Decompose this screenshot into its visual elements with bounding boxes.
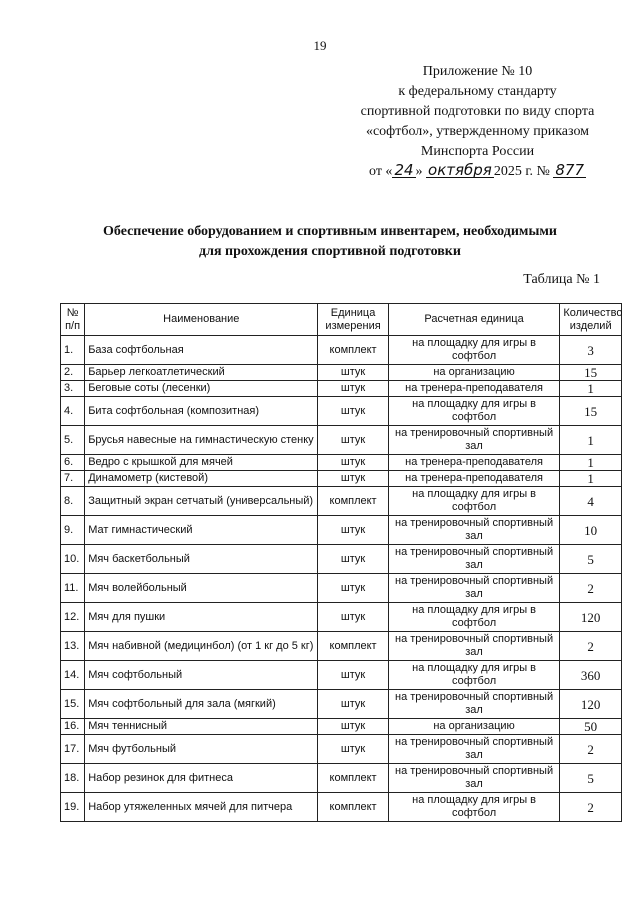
row-unit: штук <box>318 603 388 632</box>
row-number: 13. <box>61 632 85 661</box>
table-row <box>61 603 622 632</box>
row-calc-unit: на тренировочный спортивный зал <box>388 574 560 603</box>
title-line: Обеспечение оборудованием и спортивным инвентарем, необходимыми <box>103 224 557 239</box>
row-name: База софтбольная <box>85 336 318 365</box>
row-calc-unit: на тренировочный спортивный зал <box>388 516 560 545</box>
row-unit: штук <box>318 365 388 381</box>
table-row <box>61 719 622 735</box>
row-quantity: 1 <box>560 381 622 397</box>
row-quantity: 15 <box>560 397 622 426</box>
table-header-row <box>61 304 622 336</box>
row-number: 12. <box>61 603 85 632</box>
row-calc-unit: на площадку для игры в софтбол <box>388 336 560 365</box>
table-row <box>61 381 622 397</box>
row-calc-unit: на организацию <box>388 365 560 381</box>
row-number: 6. <box>61 455 85 471</box>
row-name: Мяч софтбольный <box>85 661 318 690</box>
table-row <box>61 735 622 764</box>
order-number-handwritten: 877 <box>555 161 584 179</box>
row-quantity: 2 <box>560 574 622 603</box>
row-calc-unit: на тренера-преподавателя <box>388 471 560 487</box>
row-calc-unit: на тренировочный спортивный зал <box>388 545 560 574</box>
row-quantity: 1 <box>560 455 622 471</box>
row-calc-unit: на тренировочный спортивный зал <box>388 690 560 719</box>
row-unit: комплект <box>318 487 388 516</box>
table-row <box>61 487 622 516</box>
date-year: 2025 г. № <box>493 164 550 179</box>
row-number: 2. <box>61 365 85 381</box>
appendix-line: к федеральному стандарту <box>398 84 557 99</box>
row-quantity: 4 <box>560 487 622 516</box>
header-qty: Количество изделий <box>560 304 622 336</box>
row-quantity: 360 <box>560 661 622 690</box>
row-calc-unit: на тренировочный спортивный зал <box>388 426 560 455</box>
date-prefix: от « <box>369 164 393 179</box>
row-quantity: 50 <box>560 719 622 735</box>
row-name: Мяч набивной (медицинбол) (от 1 кг до 5 кг) <box>85 632 318 661</box>
row-name: Набор резинок для фитнеса <box>85 764 318 793</box>
row-unit: штук <box>318 690 388 719</box>
appendix-line: спортивной подготовки по виду спорта <box>360 104 595 119</box>
row-quantity: 2 <box>560 735 622 764</box>
row-unit: штук <box>318 426 388 455</box>
row-unit: штук <box>318 455 388 471</box>
appendix-line: «софтбол», утвержденному приказом <box>365 124 590 139</box>
row-name: Мяч волейбольный <box>85 574 318 603</box>
row-calc-unit: на площадку для игры в софтбол <box>388 793 560 822</box>
row-number: 19. <box>61 793 85 822</box>
date-mid: » <box>415 164 423 179</box>
row-number: 4. <box>61 397 85 426</box>
row-number: 18. <box>61 764 85 793</box>
appendix-block <box>340 62 615 182</box>
header-num: № п/п <box>61 304 85 336</box>
date-month-handwritten: октября <box>428 161 492 179</box>
table-row <box>61 397 622 426</box>
row-name: Брусья навесные на гимнастическую стенку <box>85 426 318 455</box>
row-number: 7. <box>61 471 85 487</box>
row-unit: штук <box>318 471 388 487</box>
table-row <box>61 365 622 381</box>
row-calc-unit: на площадку для игры в софтбол <box>388 603 560 632</box>
row-calc-unit: на тренера-преподавателя <box>388 381 560 397</box>
table-row <box>61 574 622 603</box>
order-date-line <box>340 162 615 182</box>
row-unit: штук <box>318 516 388 545</box>
row-name: Ведро с крышкой для мячей <box>85 455 318 471</box>
page-number: 19 <box>313 38 327 53</box>
row-name: Динамометр (кистевой) <box>85 471 318 487</box>
row-calc-unit: на тренировочный спортивный зал <box>388 632 560 661</box>
row-number: 5. <box>61 426 85 455</box>
row-number: 3. <box>61 381 85 397</box>
row-calc-unit: на тренировочный спортивный зал <box>388 735 560 764</box>
header-name: Наименование <box>85 304 318 336</box>
row-unit: штук <box>318 545 388 574</box>
row-unit: штук <box>318 574 388 603</box>
document-title <box>60 222 600 262</box>
row-number: 8. <box>61 487 85 516</box>
row-name: Беговые соты (лесенки) <box>85 381 318 397</box>
row-name: Набор утяжеленных мячей для питчера <box>85 793 318 822</box>
title-line: для прохождения спортивной подготовки <box>199 244 461 259</box>
row-name: Мяч для пушки <box>85 603 318 632</box>
row-unit: комплект <box>318 793 388 822</box>
appendix-line: Минспорта России <box>420 144 535 159</box>
table-row <box>61 471 622 487</box>
table-row <box>61 455 622 471</box>
row-name: Мяч теннисный <box>85 719 318 735</box>
row-unit: штук <box>318 397 388 426</box>
row-quantity: 5 <box>560 545 622 574</box>
row-unit: штук <box>318 381 388 397</box>
row-name: Мат гимнастический <box>85 516 318 545</box>
table-row <box>61 764 622 793</box>
row-quantity: 1 <box>560 471 622 487</box>
row-quantity: 120 <box>560 690 622 719</box>
row-number: 10. <box>61 545 85 574</box>
table-row <box>61 690 622 719</box>
row-quantity: 2 <box>560 793 622 822</box>
table-row <box>61 793 622 822</box>
row-calc-unit: на площадку для игры в софтбол <box>388 661 560 690</box>
row-unit: штук <box>318 661 388 690</box>
table-row <box>61 545 622 574</box>
row-calc-unit: на площадку для игры в софтбол <box>388 487 560 516</box>
row-name: Мяч футбольный <box>85 735 318 764</box>
table-row <box>61 661 622 690</box>
row-name: Мяч софтбольный для зала (мягкий) <box>85 690 318 719</box>
row-number: 1. <box>61 336 85 365</box>
row-number: 16. <box>61 719 85 735</box>
row-unit: штук <box>318 735 388 764</box>
row-number: 14. <box>61 661 85 690</box>
table-row <box>61 632 622 661</box>
row-calc-unit: на организацию <box>388 719 560 735</box>
row-calc-unit: на тренера-преподавателя <box>388 455 560 471</box>
table-row <box>61 336 622 365</box>
row-name: Мяч баскетбольный <box>85 545 318 574</box>
row-name: Бита софтбольная (композитная) <box>85 397 318 426</box>
row-quantity: 5 <box>560 764 622 793</box>
row-name: Защитный экран сетчатый (универсальный) <box>85 487 318 516</box>
row-unit: комплект <box>318 764 388 793</box>
row-name: Барьер легкоатлетический <box>85 365 318 381</box>
row-quantity: 1 <box>560 426 622 455</box>
row-quantity: 10 <box>560 516 622 545</box>
row-quantity: 120 <box>560 603 622 632</box>
row-calc-unit: на тренировочный спортивный зал <box>388 764 560 793</box>
table-body <box>61 336 622 822</box>
row-quantity: 15 <box>560 365 622 381</box>
equipment-table <box>60 303 622 822</box>
row-number: 17. <box>61 735 85 764</box>
table-row <box>61 426 622 455</box>
row-unit: комплект <box>318 336 388 365</box>
row-number: 15. <box>61 690 85 719</box>
row-number: 11. <box>61 574 85 603</box>
appendix-line: Приложение № 10 <box>422 64 533 79</box>
table-row <box>61 516 622 545</box>
row-unit: штук <box>318 719 388 735</box>
row-unit: комплект <box>318 632 388 661</box>
row-number: 9. <box>61 516 85 545</box>
header-unit: Единица измерения <box>318 304 388 336</box>
row-calc-unit: на площадку для игры в софтбол <box>388 397 560 426</box>
row-quantity: 3 <box>560 336 622 365</box>
date-day-handwritten: 24 <box>394 161 414 179</box>
row-quantity: 2 <box>560 632 622 661</box>
table-label: Таблица № 1 <box>523 272 600 287</box>
header-calc: Расчетная единица <box>388 304 560 336</box>
